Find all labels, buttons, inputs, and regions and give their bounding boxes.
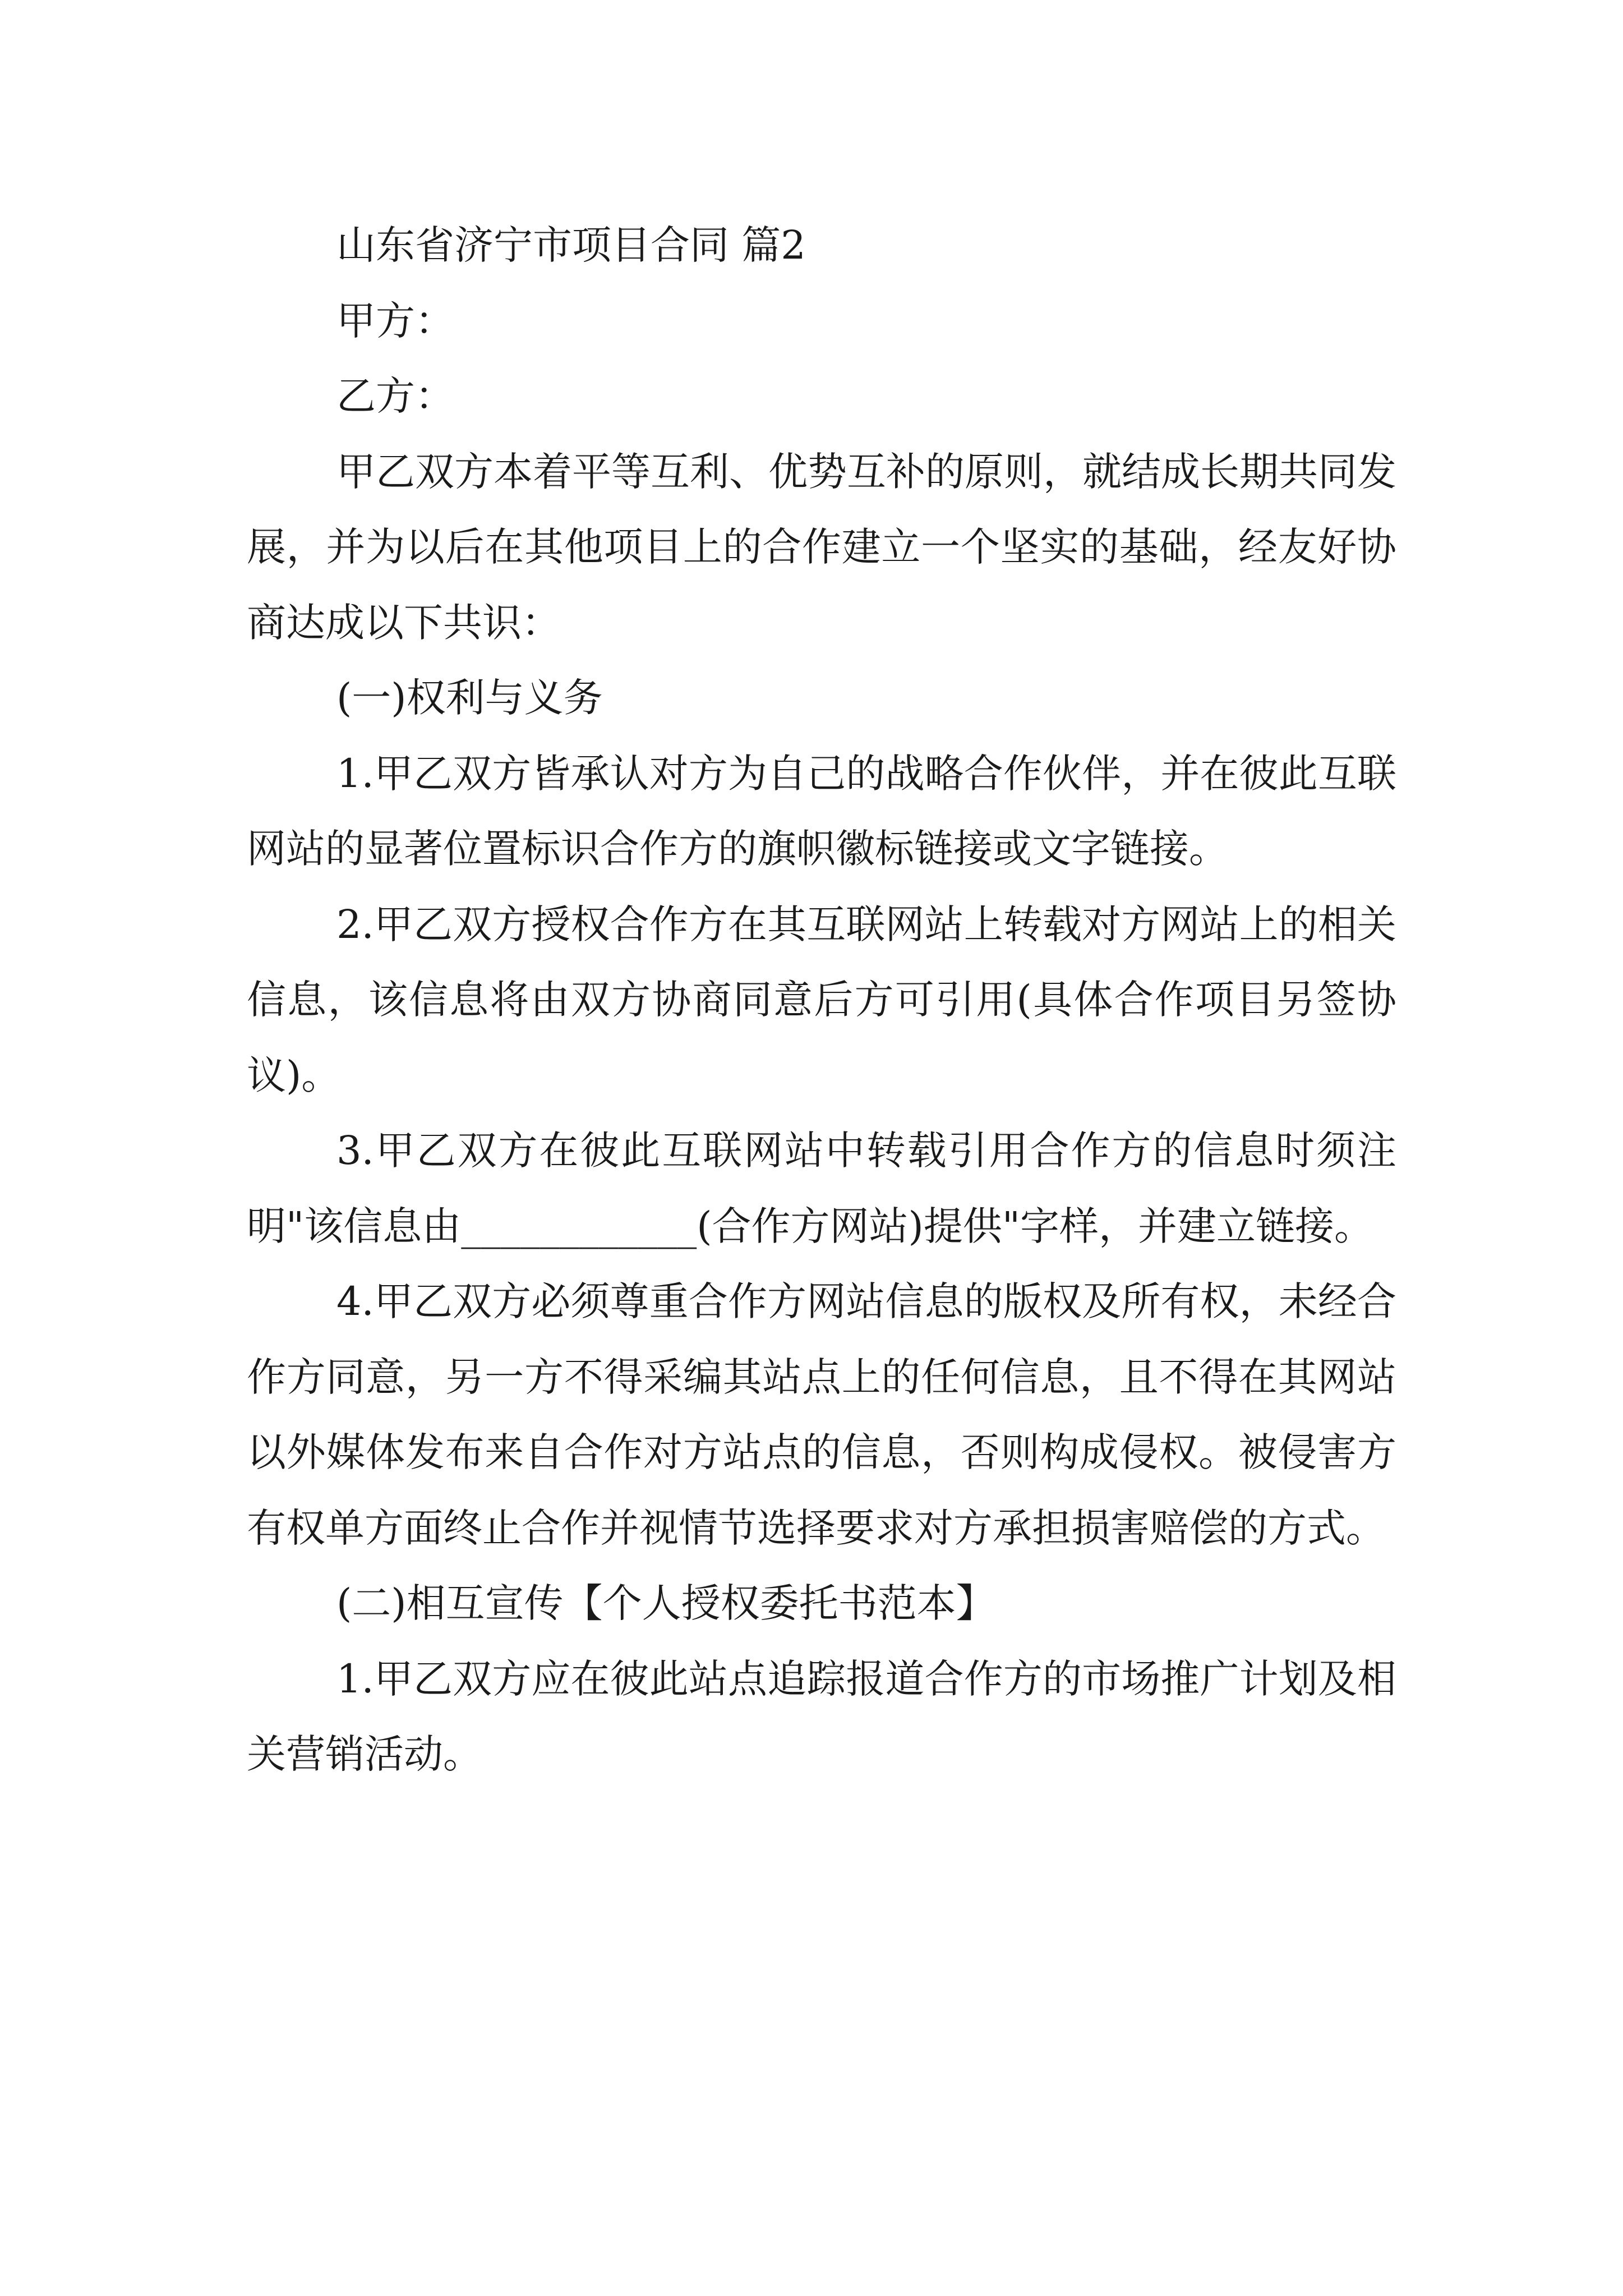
party-a-line: 甲方： [336, 297, 454, 344]
clause-1-4: 4.甲乙双方必须尊重合作方网站信息的版权及所有权，未经合作方同意，另一方不得采编其站点上的任何信息，且不得在其网站以外媒体发布来自合作对方站点的信息，否则构成侵权。被侵害方有权单方面终止合作并视情节选择要求对方承担损害赔偿的方式。 [247, 1278, 1396, 1551]
preamble-paragraph: 甲乙双方本着平等互利、优势互补的原则，就结成长期共同发展，并为以后在其他项目上的合作建立一个坚实的基础，经友好协商达成以下共识： [247, 448, 1396, 646]
document-body [247, 208, 1396, 1792]
clause-2-1: 1.甲乙双方应在彼此站点追踪报道合作方的市场推广计划及相关营销活动。 [247, 1655, 1396, 1777]
party-b-line: 乙方： [336, 373, 454, 419]
clause-1-1: 1.甲乙双方皆承认对方为自己的战略合作伙伴，并在彼此互联网站的显著位置标识合作方的旗帜徽标链接或文字链接。 [247, 750, 1396, 872]
clause-1-2: 2.甲乙双方授权合作方在其互联网站上转载对方网站上的相关信息，该信息将由双方协商同意后方可引用(具体合作项目另签协议)。 [247, 901, 1396, 1098]
section-heading-promotion: (二)相互宣传【个人授权委托书范本】 [336, 1580, 995, 1626]
clause-1-3: 3.甲乙双方在彼此互联网站中转载引用合作方的信息时须注明"该信息由____________(合作方网站)提供"字样，并建立链接。 [247, 1128, 1396, 1249]
section-heading-rights: (一)权利与义务 [336, 675, 603, 721]
document-title: 山东省济宁市项目合同 篇2 [336, 222, 806, 268]
